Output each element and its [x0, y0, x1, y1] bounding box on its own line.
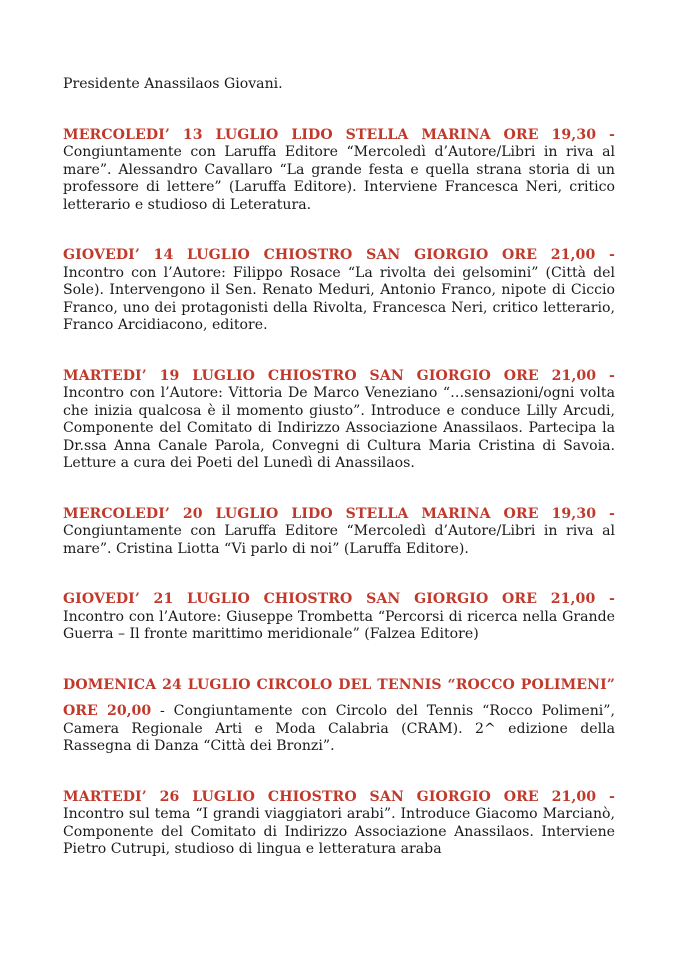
event-heading: GIOVEDI’ 21 LUGLIO CHIOSTRO SAN GIORGIO ORE 21,00 -	[63, 591, 615, 607]
event-block-5	[63, 591, 615, 644]
event-body: Incontro con l’Autore: Vittoria De Marco Veneziano “…sensazioni/ogni volta che inizia qualcosa è il momento giusto”. Introduce e conduce Lilly Arcudi, Componente del Comitato di Indirizzo Associazione Anassilaos. Partecipa la Dr.ssa Anna Canale Parola, Convegni di Cultura Maria Cristina di Savoia. Letture a cura dei Poeti del Lunedì di Anassilaos.	[63, 385, 615, 471]
event-body: Incontro sul tema “I grandi viaggiatori arabi”. Introduce Giacomo Marcianò, Componente del Comitato di Indirizzo Associazione Anassilaos. Interviene Pietro Cutrupi, studioso di lingua e letteratura araba	[63, 806, 615, 857]
event-block-6	[63, 677, 615, 756]
event-heading: DOMENICA 24 LUGLIO CIRCOLO DEL TENNIS “ROCCO POLIMENI”	[63, 676, 615, 693]
event-body: Incontro con l’Autore: Giuseppe Trombetta “Percorsi di ricerca nella Grande Guerra – Il fronte marittimo meridionale” (Falzea Editore)	[63, 608, 615, 642]
intro-line: Presidente Anassilaos Giovani.	[63, 76, 283, 92]
event-block-4	[63, 506, 615, 559]
event-block-7	[63, 789, 615, 859]
event-body: Incontro con l’Autore: Filippo Rosace “La rivolta dei gelsomini” (Città del Sole). Intervengono il Sen. Renato Meduri, Antonio Franco, nipote di Ciccio Franco, uno dei protagonisti della Rivolta, Francesca Neri, critico letterario, Franco Arcidiacono, editore.	[63, 264, 615, 333]
event-heading: MERCOLEDI’ 20 LUGLIO LIDO STELLA MARINA ORE 19,30 -	[63, 505, 615, 522]
event-time: ORE 20,00	[63, 703, 152, 719]
event-body: Congiuntamente con Laruffa Editore “Mercoledì d’Autore/Libri in riva al mare”. Cristina Liotta “Vi parlo di noi” (Laruffa Editore).	[63, 523, 615, 557]
event-block-3	[63, 368, 615, 473]
event-body-text: - Congiuntamente con Circolo del Tennis “Rocco Polimeni”, Camera Regionale Arti e Moda Calabria (CRAM). 2^ edizione della Rassegna di Danza “Città dei Bronzi”.	[63, 703, 615, 754]
event-block-2	[63, 247, 615, 335]
document-page	[63, 76, 615, 892]
event-heading: MERCOLEDI’ 13 LUGLIO LIDO STELLA MARINA ORE 19,30 -	[63, 126, 615, 143]
event-heading: MARTEDI’ 26 LUGLIO CHIOSTRO SAN GIORGIO ORE 21,00 -	[63, 788, 615, 805]
event-block-1	[63, 127, 615, 215]
event-body: Congiuntamente con Laruffa Editore “Mercoledì d’Autore/Libri in riva al mare”. Alessandro Cavallaro “La grande festa e quella strana storia di un professore di lettere” (Laruffa Editore). Interviene Francesca Neri, critico letterario e studioso di Leteratura.	[63, 144, 615, 213]
event-body	[63, 703, 615, 756]
event-heading: MARTEDI’ 19 LUGLIO CHIOSTRO SAN GIORGIO ORE 21,00 -	[63, 367, 615, 384]
event-heading: GIOVEDI’ 14 LUGLIO CHIOSTRO SAN GIORGIO ORE 21,00 -	[63, 247, 615, 263]
